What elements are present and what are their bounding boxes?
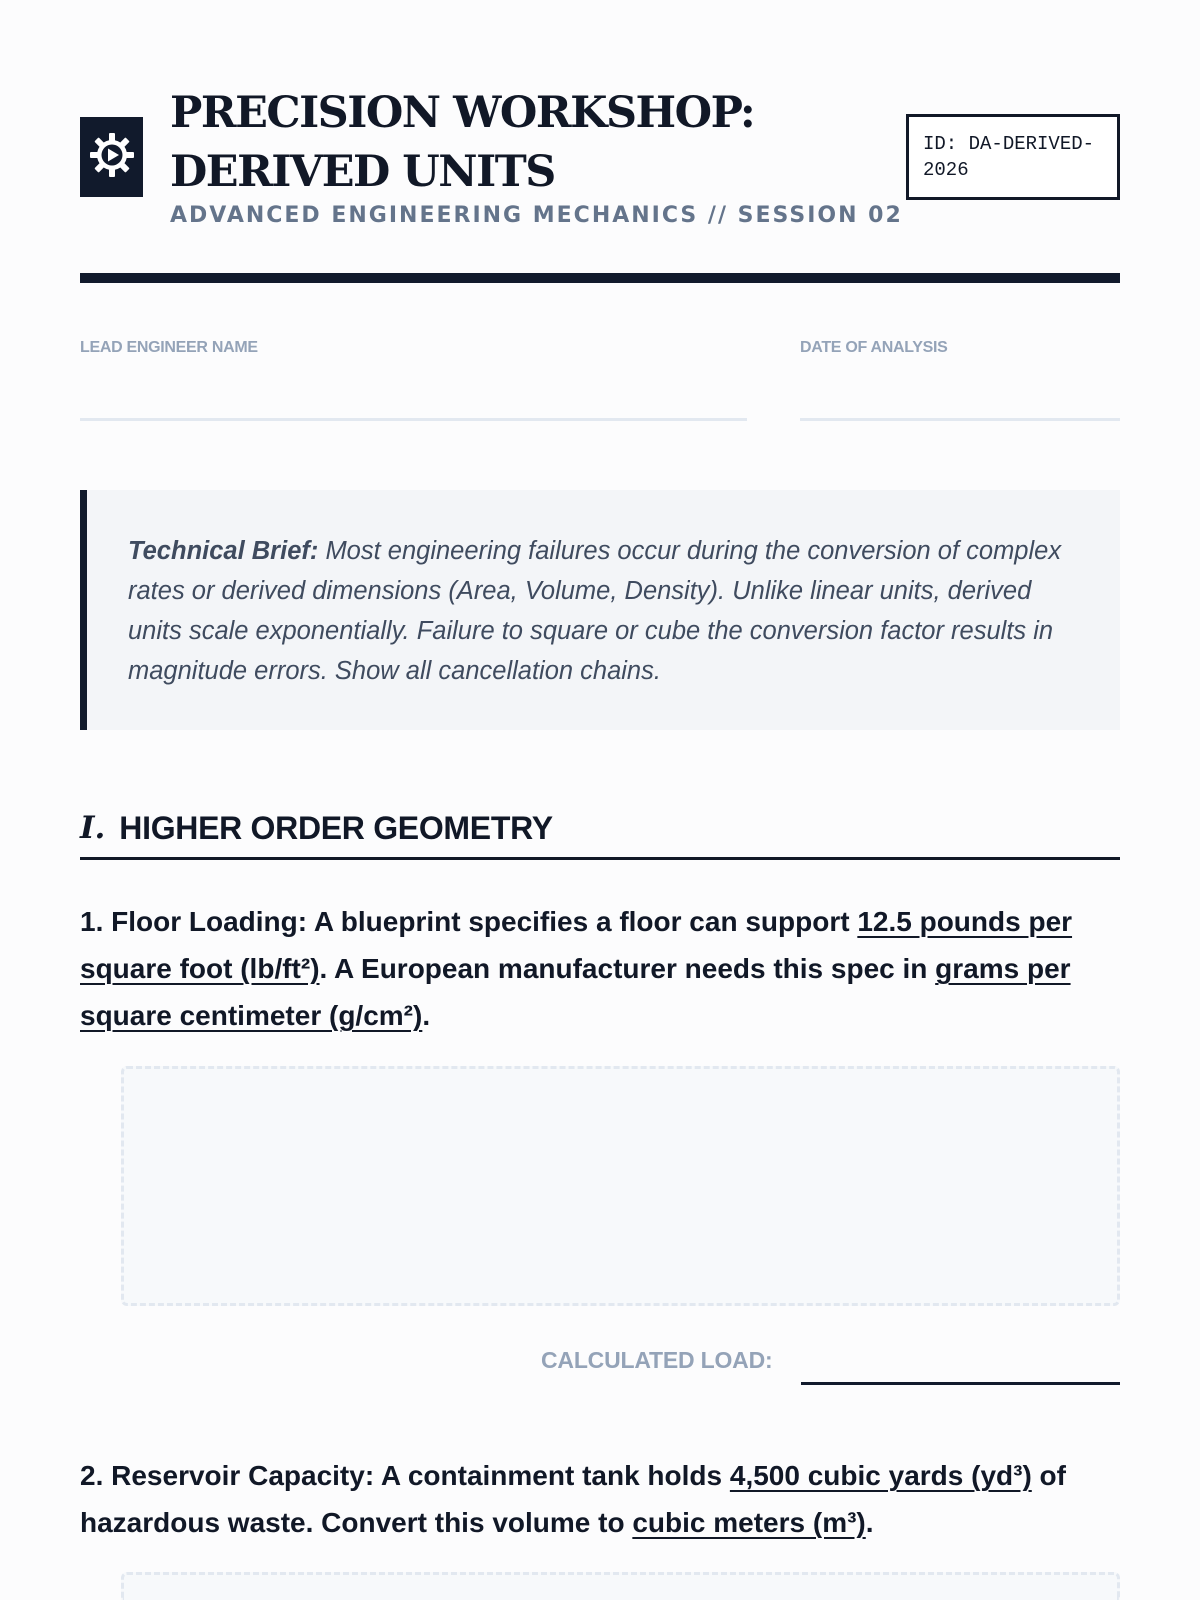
engineer-name-label: LEAD ENGINEER NAME xyxy=(80,339,258,356)
engineer-name-field[interactable] xyxy=(80,418,747,421)
calculated-load-answer-field[interactable] xyxy=(801,1382,1120,1385)
document-id-badge: ID: DA-DERIVED-2026 xyxy=(906,114,1120,200)
gear-play-icon xyxy=(87,130,137,185)
logo xyxy=(80,117,143,197)
page-subtitle: ADVANCED ENGINEERING MECHANICS // SESSION 02 xyxy=(170,203,903,228)
problem-2-given: 4,500 cubic yards (yd³) xyxy=(729,1460,1032,1491)
problem-1-work-area[interactable] xyxy=(121,1066,1120,1306)
technical-brief xyxy=(80,490,1120,730)
section-number: I. xyxy=(80,810,106,846)
date-field[interactable] xyxy=(800,418,1120,421)
header-divider xyxy=(80,273,1120,283)
problem-2-text-a: 2. Reservoir Capacity: A containment tank holds xyxy=(80,1460,730,1491)
title-line-2: DERIVED UNITS xyxy=(170,147,555,197)
problem-2-text-b: of hazardous waste. Convert this volume to xyxy=(80,1460,1066,1538)
problem-2-work-area[interactable] xyxy=(121,1572,1120,1600)
brief-body: Most engineering failures occur during the conversion of complex rates or derived dimensions (Area, Volume, Density). Unlike linear units, derived units scale exponentially. Failure to square or cube the conversion factor results in magnitude errors. Show all cancellation chains. xyxy=(128,537,1062,685)
problem-2-text-c: . xyxy=(865,1507,874,1538)
section-header xyxy=(80,808,1120,860)
date-label: DATE OF ANALYSIS xyxy=(800,339,948,356)
problem-1-text-a: 1. Floor Loading: A blueprint specifies a floor can support xyxy=(80,906,858,937)
problem-1 xyxy=(80,898,1120,1039)
page-title xyxy=(170,84,870,202)
problem-1-target: grams per square centimeter (g/cm²) xyxy=(80,953,1071,1031)
brief-lead: Technical Brief: xyxy=(128,537,319,565)
worksheet-page xyxy=(80,0,1120,1600)
problem-1-text-c: . xyxy=(422,1000,431,1031)
section-title: HIGHER ORDER GEOMETRY xyxy=(119,810,553,846)
problem-1-given: 12.5 pounds per square foot (lb/ft²) xyxy=(80,906,1073,984)
problem-2-target: cubic meters (m³) xyxy=(632,1507,866,1538)
title-line-1: PRECISION WORKSHOP: xyxy=(170,88,755,138)
problem-1-text-b: . A European manufacturer needs this spec in xyxy=(319,953,936,984)
problem-2 xyxy=(80,1452,1120,1546)
brief-text xyxy=(128,531,1080,691)
calculated-load-label: CALCULATED LOAD: xyxy=(541,1347,773,1373)
